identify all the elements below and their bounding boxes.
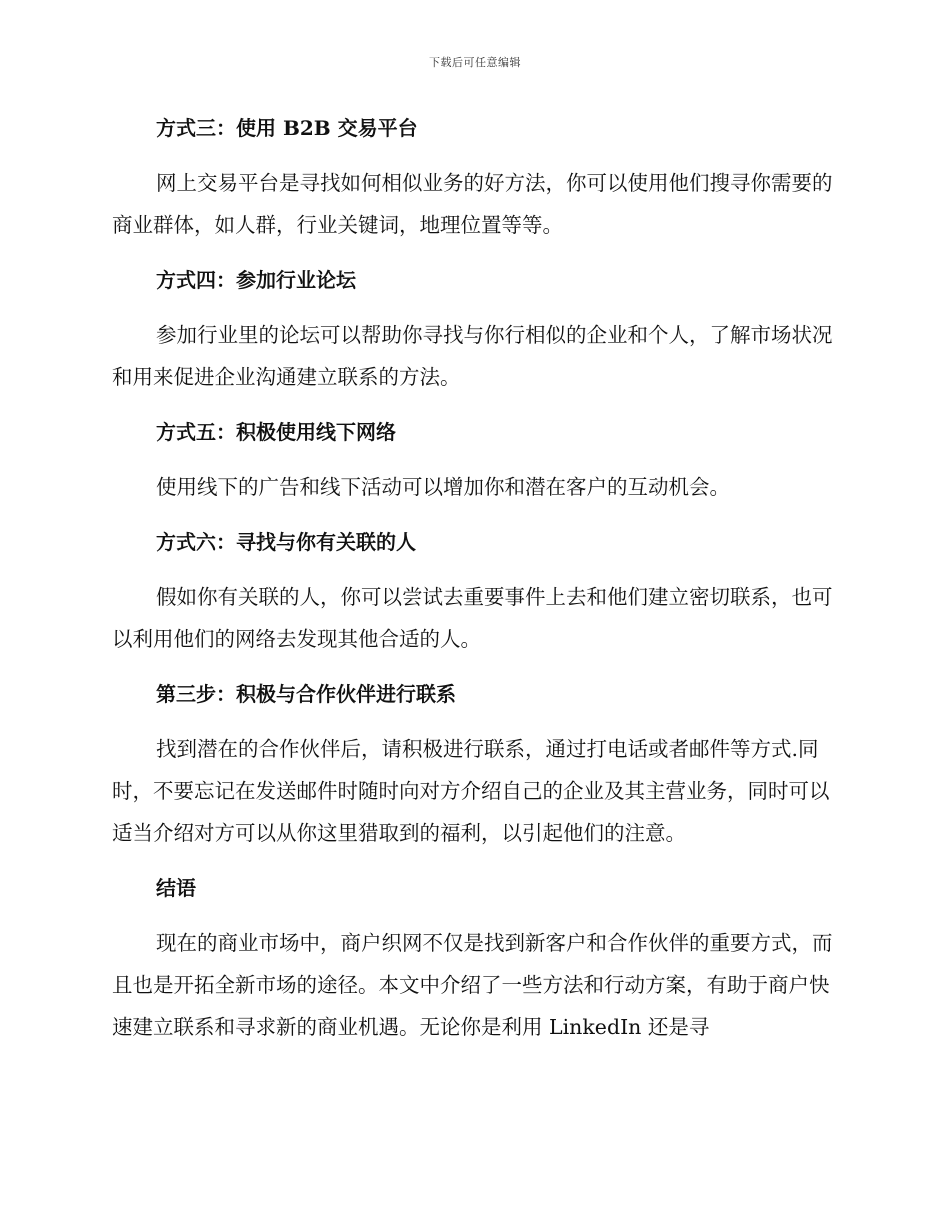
section-heading: 方式三：使用 B2B 交易平台 [156, 116, 418, 140]
section-paragraph: 找到潜在的合作伙伴后，请积极进行联系，通过打电话或者邮件等方式.同时，不要忘记在发送邮件时随时向对方介绍自己的企业及其主营业务，同时可以适当介绍对方可以从你这里猎取到的福利，以引起他们的注意。 [112, 737, 830, 845]
section-paragraph: 假如你有关联的人，你可以尝试去重要事件上去和他们建立密切联系，也可以利用他们的网络去发现其他合适的人。 [112, 585, 833, 651]
section-step-three [112, 674, 834, 854]
section-heading: 第三步：积极与合作伙伴进行联系 [156, 682, 456, 706]
section-paragraph: 使用线下的广告和线下活动可以增加你和潜在客户的互动机会。 [156, 475, 730, 499]
section-heading: 方式六：寻找与你有关联的人 [156, 530, 416, 554]
document-body [112, 108, 834, 1062]
section-conclusion [112, 868, 834, 1048]
section-heading: 方式五：积极使用线下网络 [156, 420, 396, 444]
section-heading: 结语 [156, 876, 196, 900]
section-paragraph: 参加行业里的论坛可以帮助你寻找与你行相似的企业和个人，了解市场状况和用来促进企业沟通建立联系的方法。 [112, 323, 833, 389]
section-paragraph: 网上交易平台是寻找如何相似业务的好方法，你可以使用他们搜寻你需要的商业群体，如人群，行业关键词，地理位置等等。 [112, 171, 833, 237]
section-paragraph: 现在的商业市场中，商户织网不仅是找到新客户和合作伙伴的重要方式，而且也是开拓全新市场的途径。本文中介绍了一些方法和行动方案，有助于商户快速建立联系和寻求新的商业机遇。无论你是利用 LinkedIn 还是寻 [112, 931, 833, 1039]
section-method-six [112, 522, 834, 660]
section-method-four [112, 260, 834, 398]
page-header: 下载后可任意编辑 [429, 56, 521, 69]
section-method-three [112, 108, 834, 246]
section-method-five [112, 412, 834, 508]
section-heading: 方式四：参加行业论坛 [156, 268, 356, 292]
